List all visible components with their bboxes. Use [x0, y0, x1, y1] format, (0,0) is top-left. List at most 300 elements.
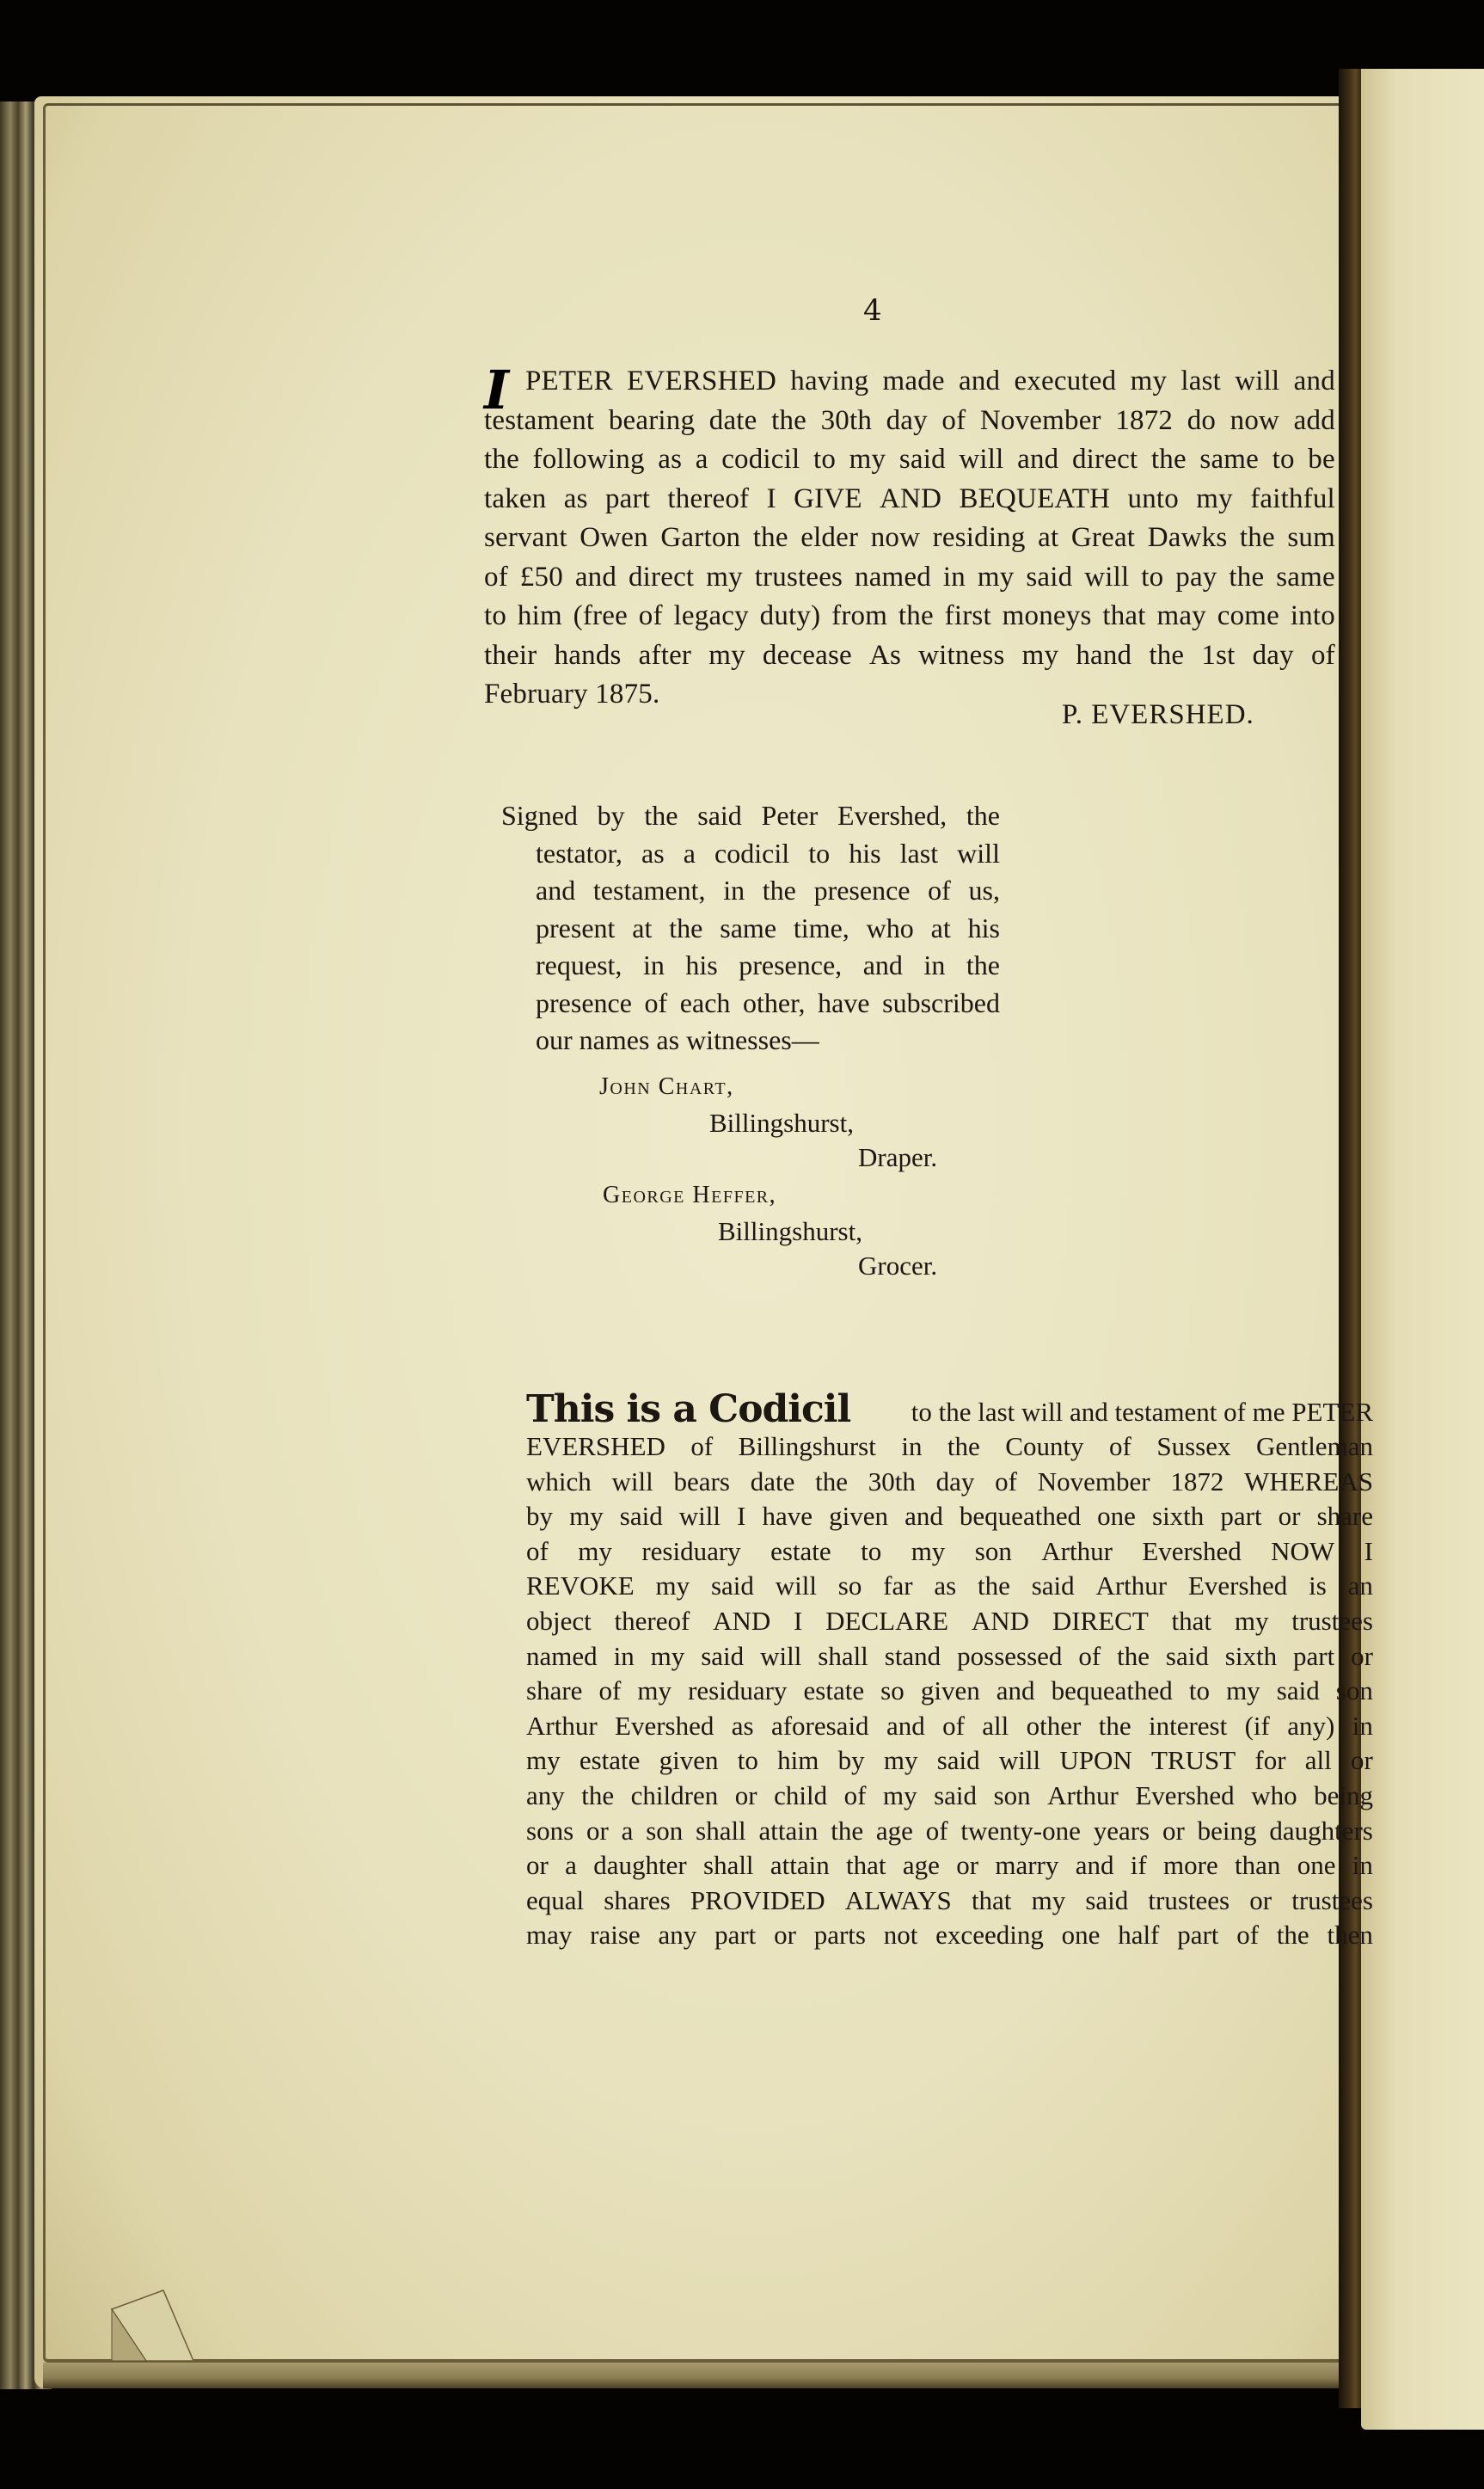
- text-line: [526, 1536, 1373, 1571]
- testator-signature: P. EVERSHED.: [1062, 699, 1254, 730]
- word: son: [974, 1535, 1012, 1566]
- word: my: [706, 561, 743, 593]
- word: first: [944, 600, 991, 631]
- word: of: [928, 875, 951, 906]
- word: into: [1290, 600, 1335, 631]
- word: possessed: [957, 1640, 1063, 1671]
- line-text: [501, 800, 1000, 838]
- text-line: [526, 1850, 1373, 1885]
- word: following: [532, 444, 645, 475]
- word: estate: [579, 1745, 641, 1776]
- word: Evershed: [1142, 1535, 1242, 1566]
- line-text: [526, 1885, 1373, 1921]
- word: AND: [880, 482, 942, 514]
- word: that: [1171, 1605, 1212, 1636]
- word: said: [1031, 1570, 1075, 1601]
- word: may: [526, 1920, 573, 1951]
- word: the: [966, 950, 1000, 980]
- word: the: [831, 1815, 864, 1846]
- word: aforesaid: [770, 1710, 869, 1741]
- word: Arthur: [526, 1710, 598, 1741]
- word: children: [630, 1779, 719, 1810]
- word: parts: [813, 1920, 866, 1951]
- word: to: [737, 1745, 758, 1776]
- word: date: [750, 1466, 795, 1496]
- word: my: [578, 1535, 612, 1566]
- word: 30th: [868, 1466, 916, 1496]
- word: or: [956, 1850, 979, 1881]
- word: or: [586, 1815, 609, 1846]
- text-line: [525, 366, 1335, 405]
- word: the: [1117, 1640, 1150, 1671]
- word: to: [1272, 444, 1295, 475]
- word: moneys: [1002, 600, 1092, 631]
- word: in: [942, 561, 966, 593]
- word: us,: [968, 875, 1000, 906]
- word: the: [1229, 561, 1265, 593]
- text-line: [484, 562, 1335, 601]
- word: will: [760, 1640, 802, 1671]
- word: the: [581, 1779, 615, 1810]
- word: elder: [800, 522, 859, 553]
- word: bearing: [608, 404, 696, 436]
- line-text: [536, 838, 1000, 876]
- word: I: [1364, 1535, 1373, 1566]
- word: him: [517, 600, 562, 631]
- word: and: [1293, 366, 1335, 396]
- word: not: [883, 1920, 918, 1951]
- word: the: [898, 600, 934, 631]
- word: I: [766, 482, 776, 514]
- word: add: [1293, 404, 1335, 436]
- word: codicil: [714, 837, 790, 869]
- word: EVERSHED: [627, 366, 777, 396]
- word: last: [1180, 366, 1222, 396]
- word: PROVIDED: [690, 1884, 825, 1915]
- word: Evershed: [1187, 1570, 1288, 1601]
- codicil-one-paragraph: [484, 359, 1335, 718]
- word: attain: [758, 1815, 819, 1846]
- word: his: [849, 837, 881, 869]
- word: bequeathed: [959, 1501, 1082, 1532]
- text-line: [484, 405, 1335, 445]
- word: DIRECT: [1052, 1605, 1149, 1636]
- word: Sussex: [1156, 1431, 1231, 1461]
- word: trustees: [754, 561, 843, 593]
- word: exceeding: [935, 1920, 1044, 1951]
- dropcap-letter: I: [484, 359, 510, 421]
- word: his: [967, 912, 1000, 943]
- word: in: [723, 875, 745, 906]
- line-text: [526, 1711, 1373, 1746]
- word: BEQUEATH: [959, 482, 1111, 514]
- word: said: [936, 1745, 980, 1776]
- word: in: [642, 950, 665, 980]
- word: part: [604, 482, 651, 514]
- word: the: [1150, 444, 1187, 475]
- word: my: [911, 1535, 946, 1566]
- word: Dawks: [1147, 522, 1228, 553]
- word: Owen: [579, 522, 648, 553]
- word: and: [574, 561, 617, 593]
- word: present: [536, 912, 616, 943]
- line-text: [484, 640, 1335, 679]
- text-line: [484, 444, 1335, 483]
- word: part: [714, 1920, 757, 1951]
- word: November: [1037, 1466, 1150, 1496]
- word: said: [710, 1570, 754, 1601]
- word: named: [526, 1640, 598, 1671]
- word: all: [1304, 1745, 1332, 1776]
- word: executed: [1014, 366, 1117, 396]
- witness-place: Billingshurst,: [718, 1216, 862, 1246]
- attestation-clause: [501, 800, 1000, 1062]
- attestation-line: [536, 950, 1000, 987]
- word: residuary: [688, 1675, 788, 1706]
- word: my: [977, 561, 1015, 593]
- word: him: [777, 1745, 819, 1776]
- word: of: [690, 1431, 714, 1461]
- word: DECLARE: [825, 1605, 949, 1636]
- word: by: [526, 1501, 553, 1532]
- text-line: [526, 1920, 1373, 1955]
- word: one: [1297, 1850, 1336, 1881]
- word: far: [883, 1570, 913, 1601]
- word: son: [1335, 1675, 1373, 1706]
- word: share: [526, 1675, 583, 1706]
- word: Evershed,: [837, 800, 947, 831]
- word: do: [1187, 404, 1217, 436]
- word: any: [526, 1779, 565, 1810]
- witness-name: George Heffer,: [603, 1182, 777, 1208]
- word: will: [678, 1501, 721, 1532]
- word: that: [971, 1884, 1012, 1915]
- line-text: [536, 987, 1000, 1025]
- text-line: [526, 1606, 1373, 1641]
- word: day: [1252, 639, 1294, 671]
- word: £50: [519, 561, 563, 593]
- word: Gentleman: [1255, 1431, 1373, 1461]
- word: of: [598, 1675, 622, 1706]
- word: of: [1236, 1920, 1260, 1951]
- word: trustees: [1291, 1605, 1373, 1636]
- word: said: [1276, 1675, 1320, 1706]
- word: same: [720, 912, 777, 943]
- word: I: [794, 1605, 803, 1636]
- word: who: [866, 912, 914, 943]
- word: at: [1038, 522, 1059, 553]
- text-line: [484, 640, 1335, 679]
- line-text: [484, 562, 1335, 601]
- word: of: [925, 1815, 948, 1846]
- word: said: [898, 444, 946, 475]
- word: come: [1217, 600, 1279, 631]
- word: residuary: [641, 1535, 741, 1566]
- word: Arthur: [1095, 1570, 1168, 1601]
- word: will: [611, 1466, 653, 1496]
- word: will: [775, 1570, 817, 1601]
- word: other: [1026, 1710, 1082, 1741]
- word: codicil: [721, 444, 800, 475]
- word: bears: [673, 1466, 730, 1496]
- word: my: [882, 1779, 917, 1810]
- word: as: [658, 444, 683, 475]
- word: pay: [1175, 561, 1217, 593]
- word: direct: [628, 561, 695, 593]
- word: UPON: [1059, 1745, 1132, 1776]
- word: of: [1310, 639, 1335, 671]
- word: same: [1199, 444, 1260, 475]
- word: or: [1351, 1640, 1373, 1671]
- word: from: [831, 600, 888, 631]
- word: or: [1278, 1501, 1301, 1532]
- word: share: [1316, 1501, 1373, 1532]
- text-line: [484, 600, 1335, 640]
- word: said: [934, 1779, 978, 1810]
- text-line: [526, 1711, 1373, 1746]
- word: their: [484, 639, 537, 671]
- word: who: [1251, 1779, 1297, 1810]
- word: age: [902, 1850, 940, 1881]
- word: my: [650, 1640, 685, 1671]
- word: which: [526, 1466, 592, 1496]
- word: Evershed: [1135, 1779, 1235, 1810]
- word: given: [920, 1675, 980, 1706]
- word: to: [808, 837, 831, 869]
- word: my: [1031, 1884, 1066, 1915]
- line-text: our names as witnesses—: [536, 1024, 819, 1055]
- word: daughter: [593, 1850, 687, 1881]
- word: direct: [1071, 444, 1138, 475]
- word: or: [1351, 1745, 1373, 1776]
- word: the: [815, 1466, 848, 1496]
- word: hands: [554, 639, 622, 671]
- word: for: [1254, 1745, 1286, 1776]
- word: given: [829, 1501, 888, 1532]
- opposite-page: [1361, 69, 1484, 2430]
- word: a: [565, 1850, 577, 1881]
- text-line: [526, 1641, 1373, 1676]
- word: be: [1308, 444, 1335, 475]
- attestation-line: [536, 913, 1000, 950]
- codicil-heading: This is a Codicil: [526, 1387, 851, 1431]
- word: stand: [884, 1640, 941, 1671]
- word: subscribed: [882, 986, 1000, 1018]
- word: 1872: [1170, 1466, 1224, 1496]
- text-line: [526, 1386, 1373, 1431]
- word: as: [641, 837, 665, 869]
- word: my: [1234, 1605, 1269, 1636]
- word: taken: [484, 482, 547, 514]
- word: the: [1276, 1920, 1309, 1951]
- word: sum: [1287, 522, 1335, 553]
- word: or: [1249, 1884, 1272, 1915]
- word: marry: [995, 1850, 1059, 1881]
- line-text: [526, 1850, 1373, 1885]
- line-text: [526, 1431, 1373, 1466]
- word: to: [484, 600, 507, 631]
- word: one: [1061, 1920, 1101, 1951]
- word: the: [1098, 1710, 1131, 1741]
- word: at: [632, 912, 653, 943]
- word: made: [882, 366, 945, 396]
- word: my: [849, 444, 886, 475]
- line-text: [526, 1536, 1373, 1571]
- word: is: [1309, 1570, 1327, 1601]
- word: twenty-one: [960, 1815, 1081, 1846]
- word: the: [947, 1431, 980, 1461]
- word: Great: [1070, 522, 1136, 553]
- word: given: [659, 1745, 719, 1776]
- line-text: [484, 483, 1335, 523]
- line-text: [526, 1570, 1373, 1606]
- attestation-line: [536, 1024, 1000, 1062]
- word: Evershed: [615, 1710, 714, 1741]
- word: and: [959, 366, 1001, 396]
- line-text: to the last will and testament of me PETER: [911, 1397, 1373, 1427]
- attestation-line: [536, 987, 1000, 1025]
- word: of: [1109, 1431, 1131, 1461]
- word: said: [619, 1501, 663, 1532]
- witness-place: Billingshurst,: [709, 1108, 854, 1138]
- word: and: [536, 875, 576, 906]
- text-line: [526, 1466, 1373, 1502]
- word: in: [613, 1640, 635, 1671]
- word: in: [923, 950, 946, 980]
- word: 1872: [1115, 404, 1174, 436]
- line-text: [484, 522, 1335, 562]
- word: said: [1026, 561, 1073, 593]
- word: or: [774, 1920, 796, 1951]
- word: and: [1017, 444, 1059, 475]
- page-number: 4: [863, 293, 882, 328]
- word: that: [846, 1850, 886, 1881]
- word: shall: [696, 1815, 746, 1846]
- word: in: [1352, 1850, 1373, 1881]
- word: thereof: [667, 482, 750, 514]
- word: the: [1149, 639, 1185, 671]
- word: more: [1163, 1850, 1218, 1881]
- text-line: [526, 1780, 1373, 1816]
- word: my: [655, 1570, 690, 1601]
- book-gutter: [1339, 69, 1363, 2408]
- word: of: [942, 1710, 965, 1741]
- word: a: [621, 1815, 634, 1846]
- line-text: [484, 600, 1335, 640]
- line-text: [526, 1920, 1373, 1955]
- attestation-line: [501, 800, 1000, 838]
- word: of: [638, 600, 663, 631]
- word: or: [1162, 1815, 1185, 1846]
- word: Garton: [660, 522, 741, 553]
- word: an: [1347, 1570, 1373, 1601]
- word: of: [1078, 1640, 1101, 1671]
- word: estate: [770, 1535, 831, 1566]
- word: said: [1085, 1884, 1129, 1915]
- text-line: [526, 1570, 1373, 1606]
- text-line: [526, 1431, 1373, 1466]
- word: any): [1287, 1710, 1335, 1741]
- line-text: [526, 1501, 1373, 1536]
- word: of: [941, 404, 966, 436]
- word: AND: [971, 1605, 1030, 1636]
- text-line: [484, 522, 1335, 562]
- attestation-line: [536, 838, 1000, 876]
- word: to: [1188, 1675, 1210, 1706]
- text-line: [526, 1675, 1373, 1711]
- word: will: [998, 1745, 1041, 1776]
- word: if: [1130, 1850, 1147, 1881]
- text-line: [484, 483, 1335, 523]
- word: may: [1156, 600, 1206, 631]
- word: and: [1075, 1850, 1114, 1881]
- word: hand: [1076, 639, 1132, 671]
- word: object: [526, 1605, 592, 1636]
- word: the: [771, 404, 806, 436]
- word: now: [870, 522, 921, 553]
- word: the: [752, 522, 788, 553]
- word: named: [855, 561, 931, 593]
- word: testator,: [536, 837, 622, 869]
- word: by: [597, 800, 625, 831]
- word: November: [979, 404, 1101, 436]
- line-text: [526, 1745, 1373, 1780]
- word: my: [526, 1745, 561, 1776]
- word: trustees: [1148, 1884, 1230, 1915]
- word: of: [995, 1466, 1017, 1496]
- word: my: [883, 1745, 918, 1776]
- word: last: [899, 837, 939, 869]
- word: the: [978, 1570, 1010, 1601]
- witness-occupation: Grocer.: [858, 1251, 938, 1281]
- line-text: [484, 444, 1335, 483]
- line-text: February 1875.: [484, 679, 660, 710]
- word: now: [1230, 404, 1280, 436]
- word: time,: [793, 912, 849, 943]
- word: to: [1141, 561, 1164, 593]
- line-text: [526, 1606, 1373, 1641]
- word: and: [905, 1501, 943, 1532]
- word: presence: [536, 986, 632, 1018]
- word: in: [901, 1431, 923, 1461]
- word: thereof: [614, 1605, 690, 1636]
- witness-occupation: Draper.: [858, 1142, 938, 1172]
- text-line: [526, 1885, 1373, 1921]
- word: estate: [803, 1675, 865, 1706]
- word: faithful: [1250, 482, 1335, 514]
- word: at: [930, 912, 951, 943]
- word: Arthur: [1047, 1779, 1119, 1810]
- word: (if: [1244, 1710, 1270, 1741]
- line-text: [525, 366, 1335, 405]
- word: Peter: [761, 800, 819, 831]
- word: shares: [604, 1884, 671, 1915]
- word: having: [790, 366, 869, 396]
- word: so: [837, 1570, 862, 1601]
- word: my: [1196, 482, 1233, 514]
- word: servant: [484, 522, 567, 553]
- line-text: [536, 950, 1000, 987]
- attestation-line: [536, 875, 1000, 913]
- word: will: [959, 444, 1004, 475]
- word: the: [966, 800, 1000, 831]
- word: in: [1352, 1710, 1373, 1741]
- word: 1st: [1201, 639, 1236, 671]
- word: each: [679, 986, 731, 1018]
- word: or: [526, 1850, 549, 1881]
- word: and: [886, 1710, 925, 1741]
- line-text: [484, 405, 1335, 445]
